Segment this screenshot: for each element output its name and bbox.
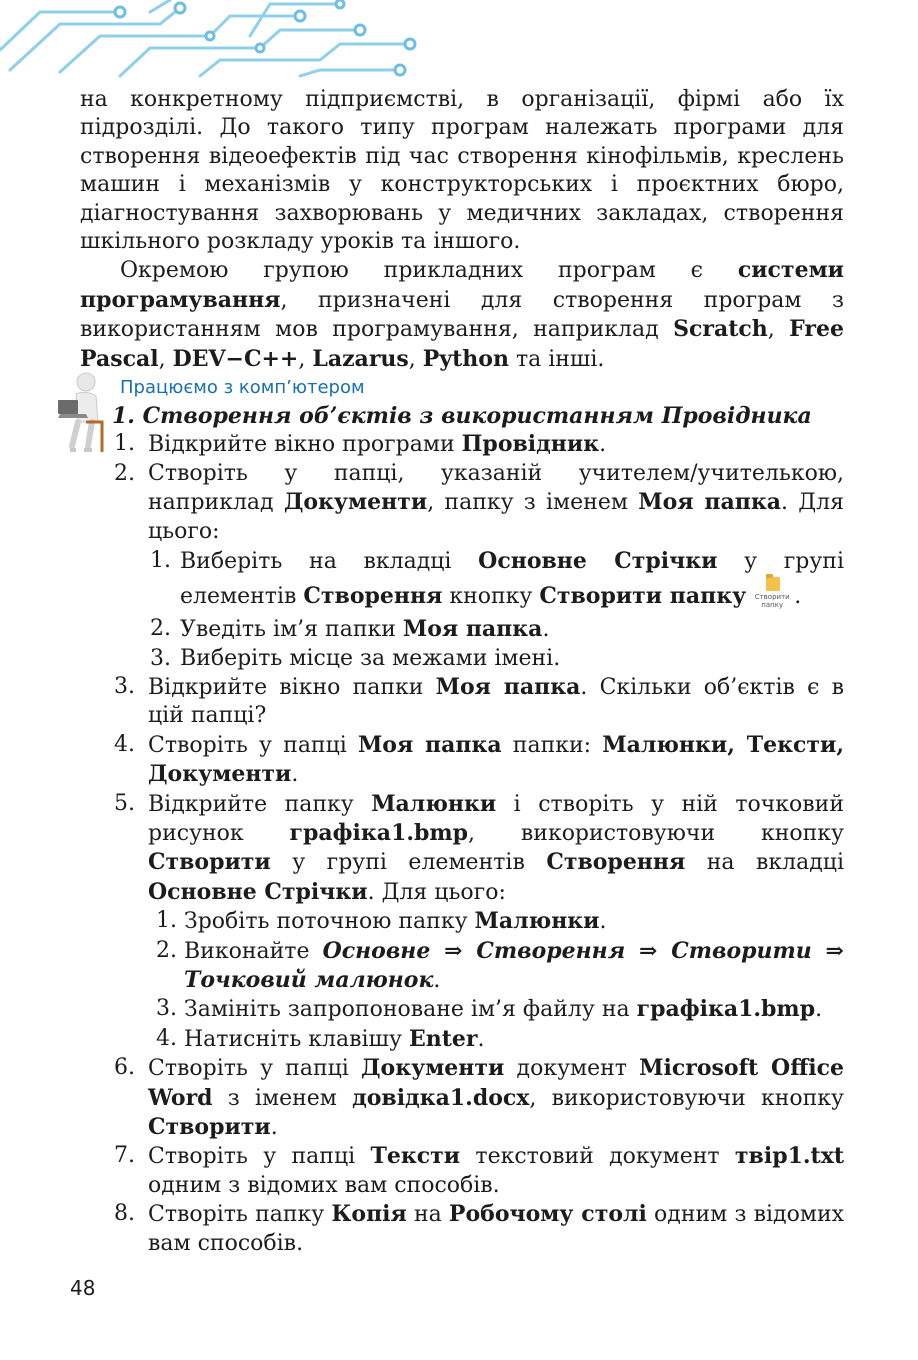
step-5-sub-3: 3. Замініть запропоноване ім’я файлу на графіка1.bmp. bbox=[156, 996, 823, 1023]
step-8: 8. Створіть папку Копія на Робочому столі одним з відомих вам способів. bbox=[114, 1201, 845, 1256]
create-folder-button[interactable]: Створити папку bbox=[750, 577, 794, 615]
step-2-sub-1: 1. Виберіть на вкладці Основне Стрічки у групі елементів Створення кнопку Створити папку Створити папку . bbox=[150, 546, 844, 615]
step-5-sub-2: 2. Виконайте Основне ⇒ Створення ⇒ Створити ⇒ Точковий малюнок. bbox=[156, 937, 844, 993]
page-content bbox=[80, 86, 844, 1258]
section-title: Працюємо з комп’ютером bbox=[120, 377, 365, 399]
paragraph-intro: на конкретному підприємстві, в організації, фірмі або їх підрозділі. До такого типу програм належать програми для створення відеоефектів під час створення кінофільмів, креслень машин і механізмів у конструкторських і проєктних бюро, діагностування захворювань у медичних закладах, створення шкільного розкладу уроків та іншого. bbox=[80, 87, 844, 255]
circuit-decoration bbox=[0, 0, 440, 80]
exercise-title: 1. Створення об’єктів з використанням Провідника bbox=[112, 403, 812, 430]
step-3: 3. Відкрийте вікно папки Моя папка. Скільки об’єктів є в цій папці? bbox=[114, 673, 844, 729]
step-2-sub-2: 2. Уведіть ім’я папки Моя папка. bbox=[150, 616, 550, 643]
step-2-sub-3: 3. Виберіть місце за межами імені. bbox=[150, 645, 561, 671]
step-4: 4. Створіть у папці Моя папка папки: Малюнки, Тексти, Документи. bbox=[114, 731, 844, 788]
step-5-sub-1: 1. Зробіть поточною папку Малюнки. bbox=[156, 908, 607, 935]
step-5: 5. Відкрийте папку Малюнки і створіть у ній точковий рисунок графіка1.bmp, використовуючи кнопку Створити у групі елементів Створення на вкладці Основне Стрічки. Для цього: bbox=[114, 790, 844, 905]
page-number: 48 bbox=[70, 1276, 96, 1300]
step-6: 6. Створіть у папці Документи документ Microsoft Office Word з іменем довідка1.docx, використовуючи кнопку Створити. bbox=[114, 1055, 845, 1140]
step-1: 1. Відкрийте вікно програми Провідник. bbox=[114, 431, 607, 458]
step-2: 2. Створіть у папці, указаній учителем/учителькою, наприклад Документи, папку з іменем Моя папка. Для цього: bbox=[114, 460, 844, 544]
step-7: 7. Створіть у папці Тексти текстовий документ твір1.txt одним з відомих вам способів. bbox=[114, 1143, 844, 1198]
step-5-sub-4: 4. Натисніть клавішу Enter. bbox=[156, 1025, 485, 1052]
paragraph-programming-systems: Окремою групою прикладних програм є системи програмування, призначені для створення програм з використанням мов програмування, наприклад Scratch, Free Pascal, DEV−C++, Lazarus, Python та інші. bbox=[80, 257, 844, 372]
folder-icon bbox=[766, 577, 780, 591]
